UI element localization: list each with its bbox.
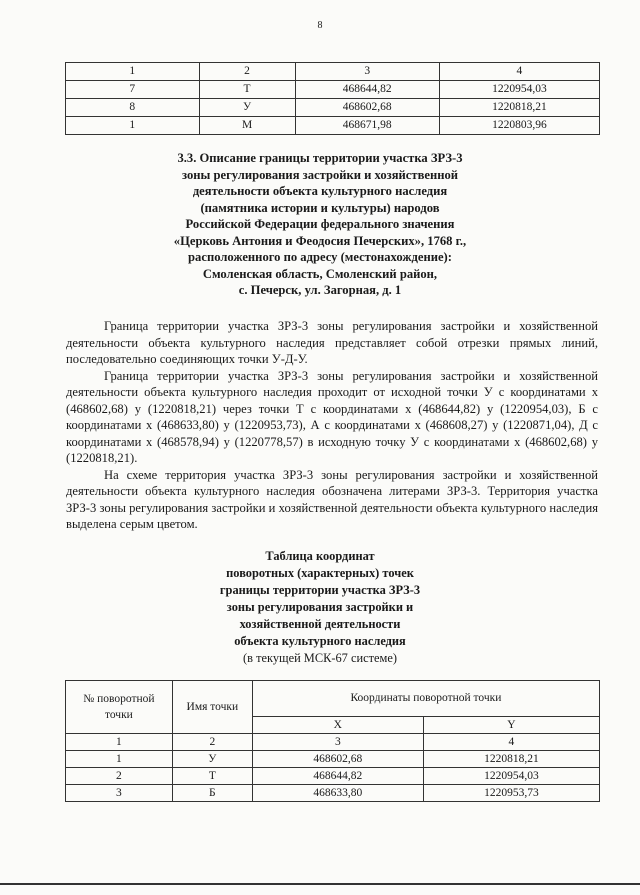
paragraph: Граница территории участка ЗРЗ-3 зоны регулирования застройки и хозяйственной деятельности объекта культурного наследия проходит от исходной точки У с координатами x (468602,68) y (1220818,21) через точки Т с координатами x (468644,82) y (1220954,03), Б с координатами x (468633,80) y (1220953,73), А с координатами x (468608,27) y (1220871,04), Д с координатами x (468578,94) y (1220778,57) в исходную точку У с координатами x (468602,68) y (1220818,21). (66, 368, 598, 465)
heading-line: расположенного по адресу (местонахождение): (188, 250, 452, 264)
table-cell: 1220953,73 (423, 785, 599, 802)
caption-line: объекта культурного наследия (234, 634, 406, 648)
table-cell: 1220818,21 (423, 751, 599, 768)
table-cell: 1220954,03 (423, 768, 599, 785)
header-y: Y (423, 716, 599, 733)
table-cell: 1220803,96 (439, 117, 599, 135)
table-row (66, 99, 600, 117)
heading-line: деятельности объекта культурного наследия (192, 184, 448, 198)
heading-line: 3.3. Описание границы территории участка ЗРЗ-3 (177, 151, 463, 165)
body-text (66, 318, 598, 533)
table-cell: 2 (172, 734, 252, 751)
heading-line: (памятника истории и культуры) народов (200, 200, 440, 215)
heading-line: с. Печерск, ул. Загорная, д. 1 (238, 283, 402, 297)
header-point-number: № поворотной точки (66, 681, 173, 734)
caption-note: (в текущей МСК-67 системе) (243, 651, 397, 665)
table-cell: 468602,68 (252, 751, 423, 768)
table-cell: У (199, 99, 295, 117)
table-cell: 468644,82 (252, 768, 423, 785)
heading-line: «Церковь Антония и Феодосия Печерских», 1768 г., (173, 233, 467, 248)
section-heading (80, 150, 560, 299)
table-cell: 3 (66, 785, 173, 802)
table-row (66, 63, 600, 81)
table-cell: Т (172, 768, 252, 785)
coordinates-table (65, 680, 600, 802)
heading-line: зоны регулирования застройки и хозяйственной (181, 167, 459, 182)
caption-line: зоны регулирования застройки и (226, 600, 414, 614)
table-cell: 2 (199, 63, 295, 81)
table-row (66, 785, 600, 802)
heading-line: Российской Федерации федерального значения (185, 217, 455, 231)
table-cell: 7 (66, 81, 200, 99)
table-cell: 4 (423, 734, 599, 751)
header-x: X (252, 716, 423, 733)
paragraph: Граница территории участка ЗРЗ-3 зоны регулирования застройки и хозяйственной деятельности объекта культурного наследия представляет собой отрезки прямых линий, последовательно соединяющих точки У-Д-У. (66, 319, 598, 366)
caption-line: хозяйственной деятельности (239, 617, 401, 631)
table-cell: Б (172, 785, 252, 802)
table-cell: 468633,80 (252, 785, 423, 802)
table-cell: 3 (252, 734, 423, 751)
table-cell: 468602,68 (295, 99, 439, 117)
table-row (66, 734, 600, 751)
table-cell: 2 (66, 768, 173, 785)
table-cell: 1220818,21 (439, 99, 599, 117)
paragraph: На схеме территория участка ЗРЗ-3 зоны регулирования застройки и хозяйственной деятельности объекта культурного наследия обозначена литерами ЗРЗ-3. Территория участка ЗРЗ-3 зоны регулирования застройки и хозяйственной деятельности объекта культурного наследия выделена серым цветом. (66, 467, 598, 531)
table-cell: 1220954,03 (439, 81, 599, 99)
header-point-name: Имя точки (172, 681, 252, 734)
table-row (66, 768, 600, 785)
caption-line: поворотных (характерных) точек (226, 566, 414, 580)
table-cell: 8 (66, 99, 200, 117)
coordinates-table-continued (65, 62, 600, 135)
table-caption (170, 548, 470, 667)
table-cell: 3 (295, 63, 439, 81)
table-cell: 1 (66, 117, 200, 135)
caption-line: границы территории участка ЗРЗ-3 (219, 583, 421, 597)
heading-line: Смоленская область, Смоленский район, (202, 266, 438, 281)
table-row (66, 117, 600, 135)
table-cell: 1 (66, 734, 173, 751)
table-cell: 1 (66, 63, 200, 81)
table-cell: Т (199, 81, 295, 99)
table-cell: 468644,82 (295, 81, 439, 99)
page-number: 8 (317, 20, 323, 31)
table-row (66, 81, 600, 99)
table-row (66, 751, 600, 768)
table-cell: 4 (439, 63, 599, 81)
table-cell: 468671,98 (295, 117, 439, 135)
bottom-rule (0, 883, 640, 885)
header-coordinates: Координаты поворотной точки (252, 681, 599, 717)
table-cell: 1 (66, 751, 173, 768)
caption-line: Таблица координат (265, 549, 375, 563)
table-cell: М (199, 117, 295, 135)
table-cell: У (172, 751, 252, 768)
